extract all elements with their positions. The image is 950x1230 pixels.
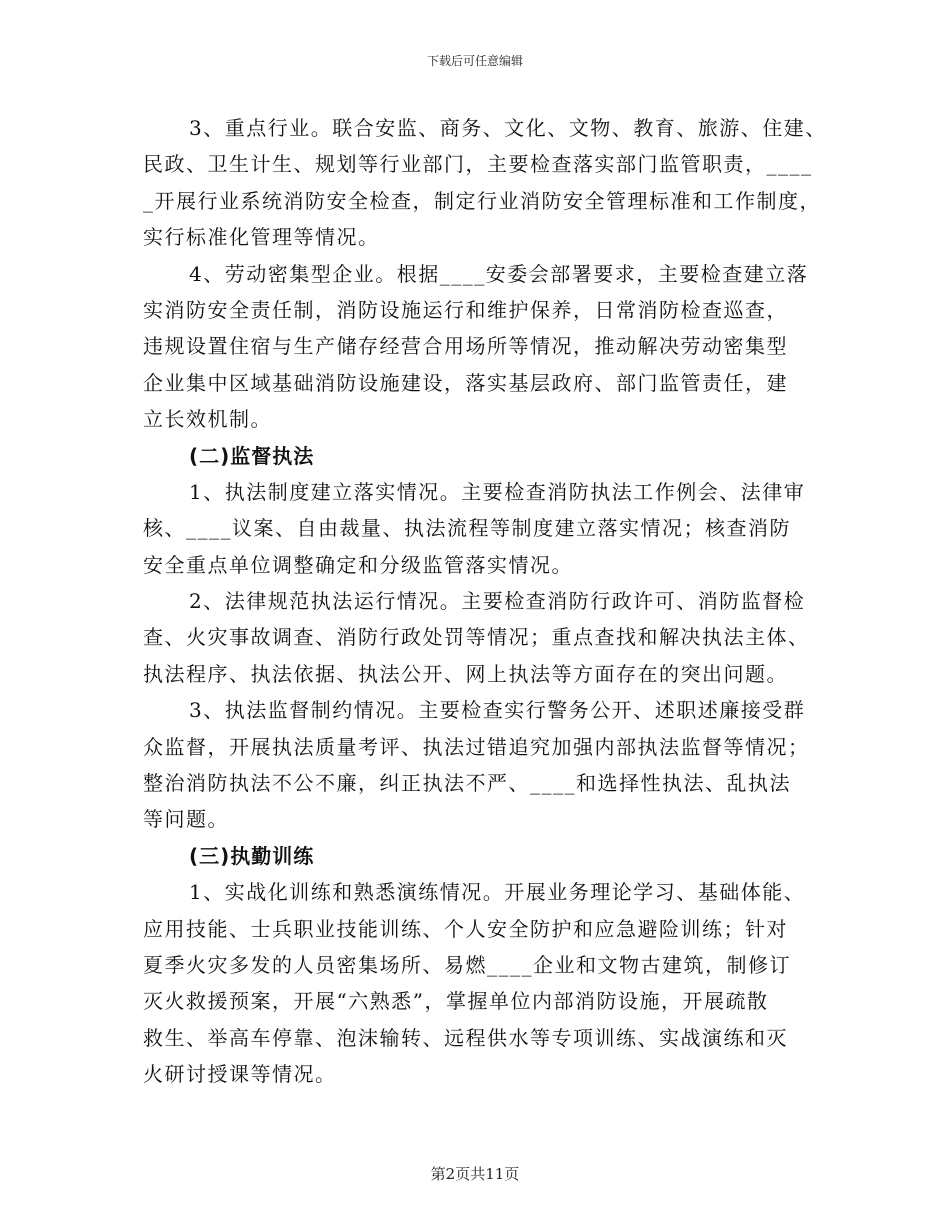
paragraph-line: 夏季火灾多发的人员密集场所、易燃____企业和文物古建筑，制修订 <box>143 952 791 977</box>
paragraph-line: 实行标准化管理等情况。 <box>143 225 380 250</box>
page-header: 下载后可任意编辑 <box>426 54 523 68</box>
paragraph-line: 民政、卫生计生、规划等行业部门，主要检查落实部门监管职责，____ <box>143 152 813 177</box>
paragraph-line: 1、实战化训练和熟悉演练情况。开展业务理论学习、基础体能、 <box>189 880 806 905</box>
section-heading: (三)执勤训练 <box>189 843 315 868</box>
paragraph-line: 火研讨授课等情况。 <box>143 1062 337 1087</box>
paragraph-line: 查、火灾事故调查、消防行政处罚等情况；重点查找和解决执法主体、 <box>143 625 810 650</box>
paragraph-line: 安全重点单位调整确定和分级监管落实情况。 <box>143 552 573 577</box>
section-heading: (二)监督执法 <box>189 443 315 468</box>
paragraph-line: 等问题。 <box>143 807 229 832</box>
paragraph-line: 违规设置住宿与生产储存经营合用场所等情况，推动解决劳动密集型 <box>143 334 788 359</box>
paragraph-line: 灭火救援预案，开展“六熟悉”，掌握单位内部消防设施，开展疏散 <box>143 989 769 1014</box>
paragraph-line: 核、____议案、自由裁量、执法流程等制度建立落实情况；核查消防 <box>143 516 791 541</box>
paragraph-line: _开展行业系统消防安全检查，制定行业消防安全管理标准和工作制度， <box>143 188 821 213</box>
page-number: 第2页共11页 <box>430 1165 520 1183</box>
paragraph-line: 救生、举高车停靠、泡沫输转、远程供水等专项训练、实战演练和灭 <box>143 1025 788 1050</box>
paragraph-line: 立长效机制。 <box>143 407 272 432</box>
paragraph-line: 实消防安全责任制，消防设施运行和维护保养，日常消防检查巡查， <box>143 297 788 322</box>
paragraph-line: 众监督，开展执法质量考评、执法过错追究加强内部执法监督等情况； <box>143 734 810 759</box>
paragraph-line: 整治消防执法不公不廉，纠正执法不严、____和选择性执法、乱执法 <box>143 771 791 796</box>
paragraph-line: 3、重点行业。联合安监、商务、文化、文物、教育、旅游、住建、 <box>189 116 827 140</box>
paragraph-line: 企业集中区域基础消防设施建设，落实基层政府、部门监管责任，建 <box>143 370 788 395</box>
paragraph-line: 2、法律规范执法运行情况。主要检查消防行政许可、消防监督检 <box>189 589 806 614</box>
paragraph-line: 执法程序、执法依据、执法公开、网上执法等方面存在的突出问题。 <box>143 661 788 686</box>
paragraph-line: 应用技能、士兵职业技能训练、个人安全防护和应急避险训练；针对 <box>143 916 788 941</box>
paragraph-line: 3、执法监督制约情况。主要检查实行警务公开、述职述廉接受群 <box>189 698 806 723</box>
document-body <box>143 110 827 1093</box>
paragraph-line: 1、执法制度建立落实情况。主要检查消防执法工作例会、法律审 <box>189 479 806 504</box>
paragraph-line: 4、劳动密集型企业。根据____安委会部署要求，主要检查建立落 <box>189 261 809 286</box>
